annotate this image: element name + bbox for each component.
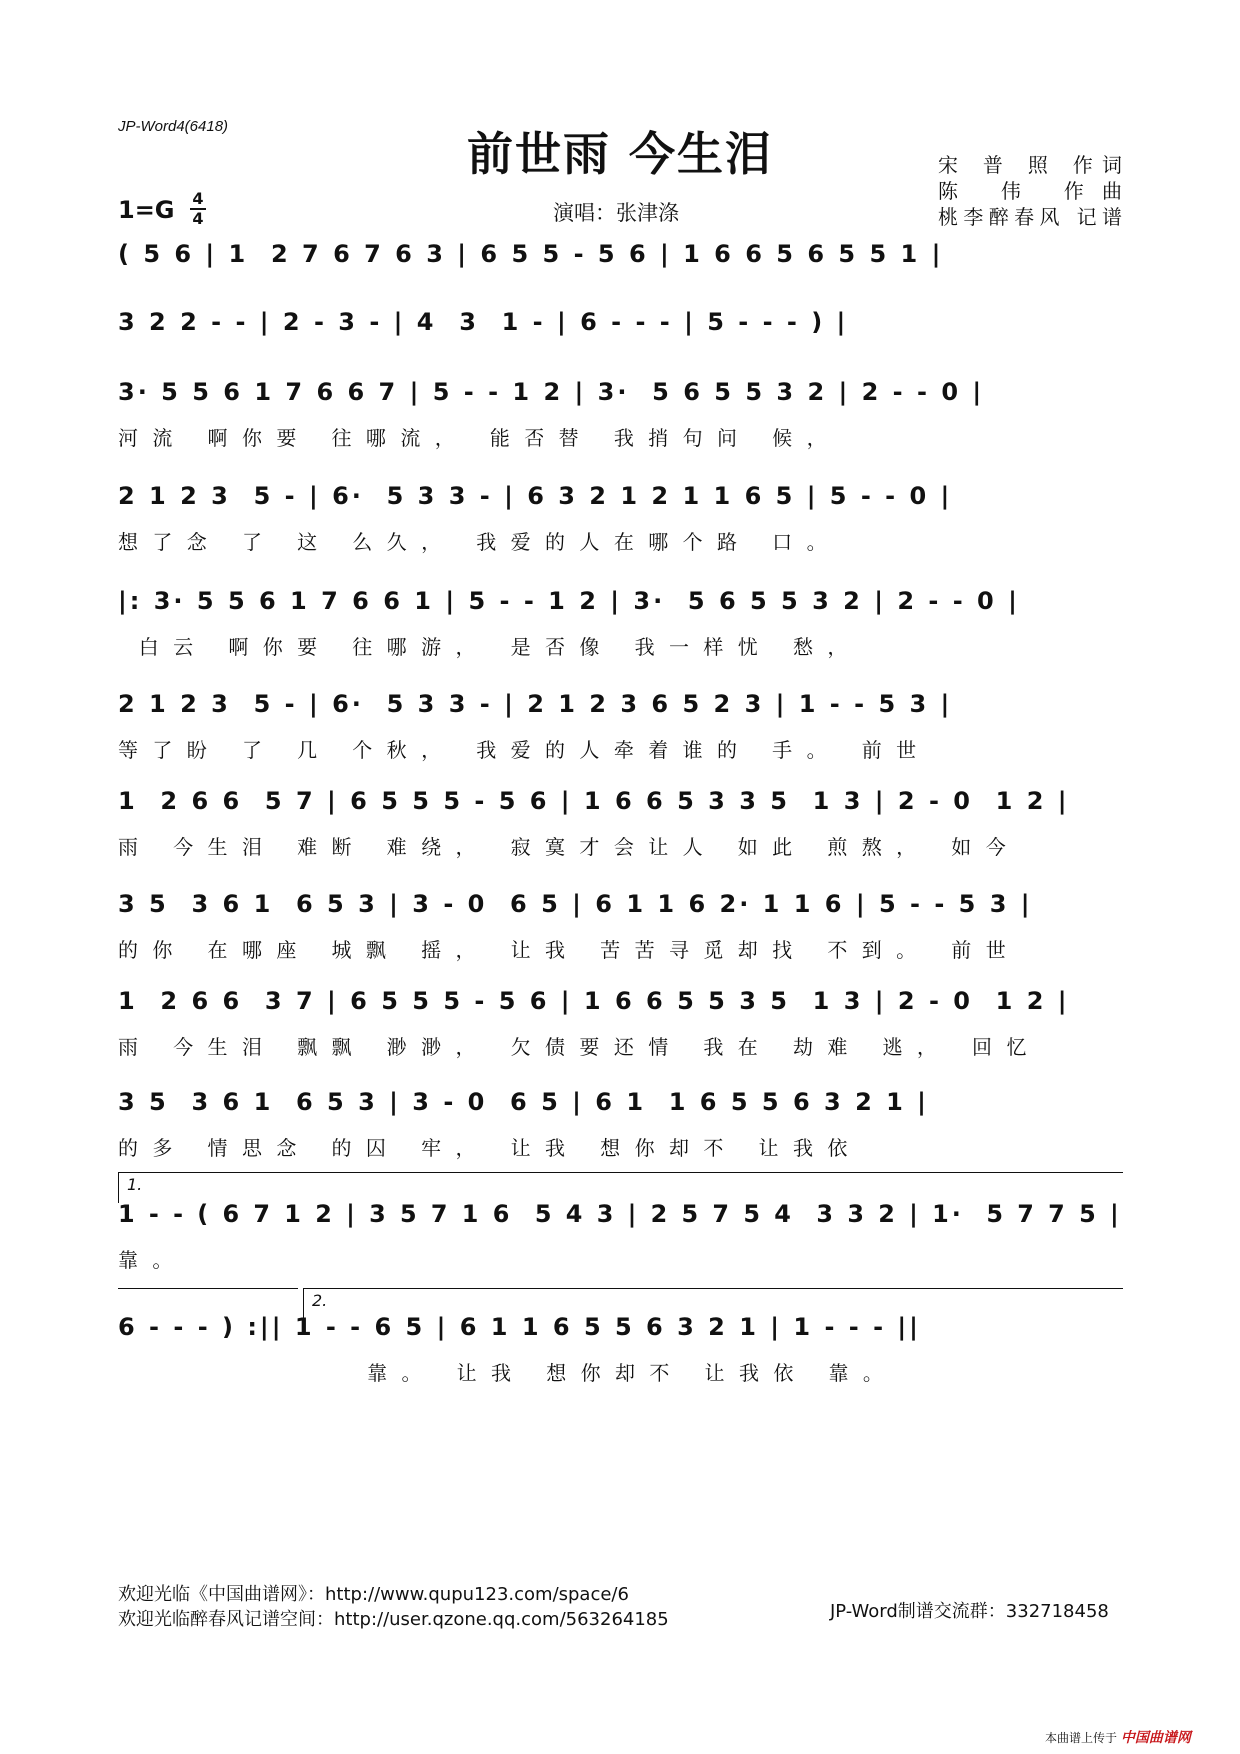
- time-sig-bottom: 4: [190, 208, 206, 228]
- notation-line: 3 5 3 6 1 6 5 3 | 3 - 0 6 5 | 6 1 1 6 5 5 6 3 2 1 |: [118, 1088, 929, 1116]
- software-label: JP-Word4(6418): [118, 118, 229, 135]
- notation-line: 1 2 6 6 5 7 | 6 5 5 5 - 5 6 | 1 6 6 5 3 3 5 1 3 | 2 - 0 1 2 |: [118, 787, 1070, 815]
- notation-line: 3 5 3 6 1 6 5 3 | 3 - 0 6 5 | 6 1 1 6 2· 1 1 6 | 5 - - 5 3 |: [118, 890, 1033, 918]
- score-row: [118, 787, 1122, 859]
- lyric-line: 白云 啊你要 往哪游， 是否像 我一样忧 愁，: [118, 635, 862, 659]
- notation-line: ( 5 6 | 1 2 7 6 7 6 3 | 6 5 5 - 5 6 | 1 6 6 5 6 5 5 1 |: [118, 240, 944, 268]
- lyric-line: 河流 啊你要 往哪流， 能否替 我捎句问 候，: [118, 426, 841, 450]
- key-signature: [118, 189, 204, 228]
- score-row: [118, 308, 1122, 368]
- credits-block: [938, 152, 1122, 230]
- score-row: [118, 1313, 1122, 1385]
- lyric-line: 靠。: [118, 1248, 187, 1272]
- score-row: [118, 482, 1122, 554]
- time-signature: [190, 190, 206, 228]
- lyric-line: 雨 今生泪 难断 难绕， 寂寞才会让人 如此 煎熬， 如今: [118, 835, 1021, 859]
- second-ending-label: 2.: [312, 1291, 328, 1310]
- transcriber-credit: 桃李醉春风 记谱: [938, 205, 1122, 229]
- score-row: [118, 1200, 1122, 1272]
- lyricist-credit: 宋 普 照 作词: [938, 153, 1122, 177]
- first-ending-bracket: [118, 1172, 1123, 1203]
- notation-line: 1 2 6 6 3 7 | 6 5 5 5 - 5 6 | 1 6 6 5 5 3 5 1 3 | 2 - 0 1 2 |: [118, 987, 1070, 1015]
- footer-group: JP-Word制谱交流群：332718458: [830, 1601, 1109, 1622]
- score-row: [118, 378, 1122, 450]
- lyric-line: 的你 在哪座 城飘 摇， 让我 苦苦寻觅却找 不到。 前世: [118, 938, 1021, 962]
- score-row: [118, 987, 1122, 1059]
- score-row: [118, 1088, 1122, 1160]
- footer-links: [118, 1582, 669, 1632]
- upload-notice: [1045, 1727, 1191, 1747]
- notation-line: |: 3· 5 5 6 1 7 6 6 1 | 5 - - 1 2 | 3· 5 6 5 5 3 2 | 2 - - 0 |: [118, 587, 1020, 615]
- score-row: [118, 890, 1122, 962]
- ending-divider: [118, 1288, 298, 1289]
- lyric-line: 靠。 让我 想你却不 让我依 靠。: [118, 1361, 898, 1385]
- time-sig-top: 4: [192, 189, 204, 208]
- notation-line: 2 1 2 3 5 - | 6· 5 3 3 - | 2 1 2 3 6 5 2 3 | 1 - - 5 3 |: [118, 690, 953, 718]
- key-label: 1=G: [118, 196, 175, 224]
- lyric-line: 想了念 了 这 么久， 我爱的人在哪个路 口。: [118, 530, 841, 554]
- footer-line-2: 欢迎光临醉春风记谱空间：http://user.qzone.qq.com/563264185: [118, 1609, 669, 1630]
- singer-label: 演唱：张津涤: [553, 201, 679, 225]
- lyric-line: 雨 今生泪 飘飘 渺渺， 欠债要还情 我在 劫难 逃， 回忆: [118, 1035, 1041, 1059]
- notation-line: 3· 5 5 6 1 7 6 6 7 | 5 - - 1 2 | 3· 5 6 5 5 3 2 | 2 - - 0 |: [118, 378, 985, 406]
- notation-line: 3 2 2 - - | 2 - 3 - | 4 3 1 - | 6 - - - | 5 - - - ) |: [118, 308, 849, 336]
- notation-line: 2 1 2 3 5 - | 6· 5 3 3 - | 6 3 2 1 2 1 1 6 5 | 5 - - 0 |: [118, 482, 953, 510]
- notation-line: 1 - - ( 6 7 1 2 | 3 5 7 1 6 5 4 3 | 2 5 7 5 4 3 3 2 | 1· 5 7 7 5 |: [118, 1200, 1122, 1228]
- lyric-line: 的多 情思念 的囚 牢， 让我 想你却不 让我依: [118, 1136, 862, 1160]
- composer-credit: 陈 伟 作曲: [938, 179, 1122, 203]
- notation-line: 6 - - - ) :|| 1 - - 6 5 | 6 1 1 6 5 5 6 3 2 1 | 1 - - - ||: [118, 1313, 921, 1341]
- score-row: [118, 240, 1122, 300]
- footer-line-1: 欢迎光临《中国曲谱网》：http://www.qupu123.com/space/6: [118, 1584, 629, 1605]
- song-title: 前世雨 今生泪: [466, 127, 773, 181]
- score-row: [118, 587, 1122, 659]
- upload-text: 本曲谱上传于: [1045, 1731, 1118, 1745]
- score-row: [118, 690, 1122, 762]
- site-logo: 中国曲谱网: [1120, 1730, 1191, 1746]
- lyric-line: 等了盼 了 几 个秋， 我爱的人牵着谁的 手。 前世: [118, 738, 931, 762]
- first-ending-label: 1.: [127, 1175, 143, 1194]
